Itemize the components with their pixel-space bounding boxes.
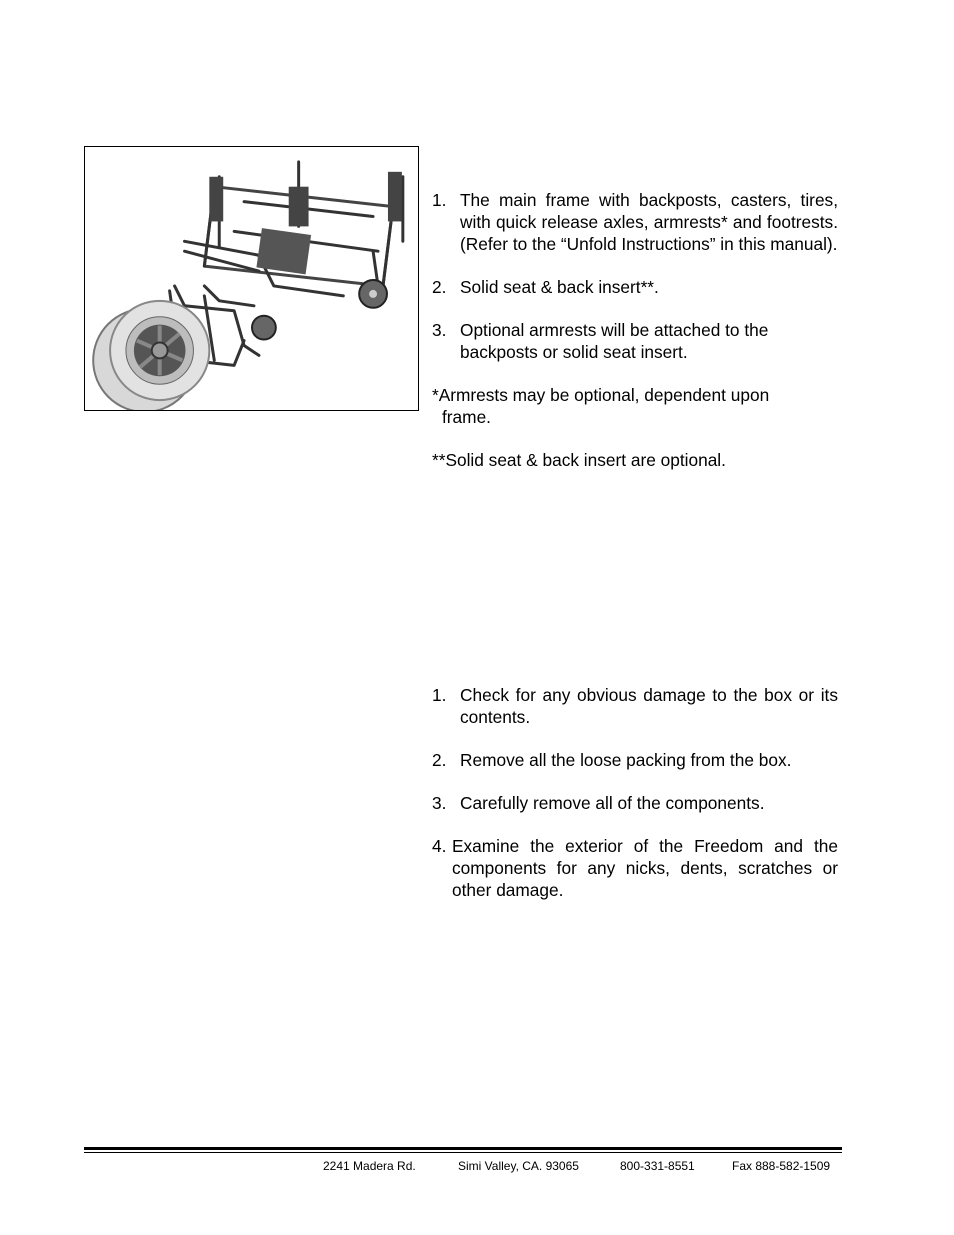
item-number: 1. [432,685,447,705]
item-text: Examine the exterior of the Freedom and the components for any nicks, dents, scratches or other damage. [452,836,838,900]
item-text: Solid seat & back insert**. [460,277,659,297]
item-number: 2. [432,277,447,297]
footer-rule-thin [84,1152,842,1153]
wheelchair-components-photo [84,146,419,411]
contents-item [432,276,838,298]
unpacking-item [432,792,838,814]
footer-contact [300,1158,840,1176]
item-text: Optional armrests will be attached to the backposts or solid seat insert. [460,320,769,362]
item-number: 3. [432,320,447,340]
contents-item [432,319,838,363]
footer-phone: 800-331-8551 [620,1159,695,1173]
contents-item [432,189,838,255]
item-number: 4. [432,836,447,856]
footer-city: Simi Valley, CA. 93065 [458,1159,579,1173]
contents-section [432,189,838,471]
armrest-note: *Armrests may be optional, dependent upon frame. [432,385,770,427]
item-number: 1. [432,190,447,210]
item-text: Remove all the loose packing from the box. [460,750,792,770]
item-text: Carefully remove all of the components. [460,793,765,813]
unpacking-section [432,684,838,901]
item-text: The main frame with backposts, casters, tires, with quick release axles, armrests* and footrests. (Refer to the “Unfold Instructions” in this manual). [460,190,838,254]
unpacking-item [432,835,838,901]
item-number: 3. [432,793,447,813]
footer-fax: Fax 888-582-1509 [732,1159,831,1173]
seat-insert-note: **Solid seat & back insert are optional. [432,450,726,470]
wheelchair-frame-illustration [85,147,418,410]
item-number: 2. [432,750,447,770]
footer-address: 2241 Madera Rd. [323,1159,416,1173]
unpacking-item [432,684,838,728]
item-text: Check for any obvious damage to the box or its contents. [460,685,838,727]
unpacking-item [432,749,838,771]
footer-rule-thick [84,1147,842,1150]
